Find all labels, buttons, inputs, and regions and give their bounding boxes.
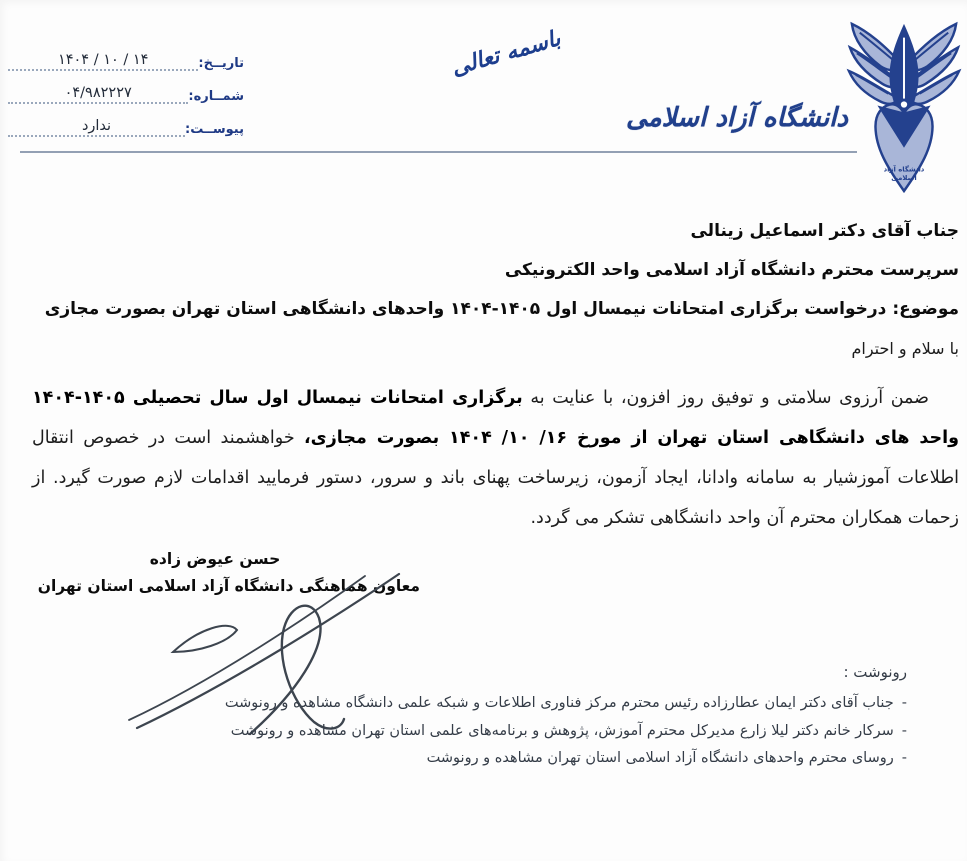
date-value: ۱۴ / ۱۰ / ۱۴۰۴ bbox=[57, 52, 149, 68]
recipient-block bbox=[30, 212, 959, 368]
number-label: شمــاره: bbox=[188, 89, 244, 104]
attachment-value: ندارد bbox=[81, 118, 112, 134]
cc-bullet: - bbox=[901, 750, 907, 766]
cc-item-text: جناب آقای دکتر ایمان عطارزاده رئیس محترم مرکز فناوری اطلاعات و شبکه علمی دانشگاه مشاهده و رونوشت bbox=[224, 695, 894, 711]
recipient-name: جناب آقای دکتر اسماعیل زینالی bbox=[690, 221, 959, 241]
number-row bbox=[8, 71, 246, 104]
body-text-regular-2: خواهشمند است در خصوص انتقال اطلاعات آموزشیار به سامانه وادانا، ایجاد آزمون، زیرساخت پهنای باند و سرور، دستور فرمایید اقدامات لازم صورت گیرد. از زحمات همکاران محترم آن واحد دانشگاهی تشکر می گردد. bbox=[32, 427, 959, 528]
university-name-calligraphy: دانشگاه آزاد اسلامی bbox=[626, 103, 848, 133]
cc-block bbox=[120, 663, 907, 773]
cc-item-3 bbox=[120, 745, 907, 773]
date-label: تاریــخ: bbox=[198, 56, 244, 71]
number-value: ۰۴/۹۸۲۲۲۷ bbox=[64, 85, 132, 101]
logo-caption-text2: اسلامی bbox=[891, 174, 917, 183]
letter-body-paragraph bbox=[32, 378, 959, 538]
cc-item-text: سرکار خانم دکتر لیلا زارع مدیرکل محترم آموزش، پژوهش و برنامه‌های علمی استان تهران مشاهده و رونوشت bbox=[230, 722, 894, 739]
attachment-row bbox=[8, 104, 246, 137]
signer-name: حسن عیوض زاده bbox=[149, 550, 281, 568]
letterhead-meta bbox=[8, 38, 246, 137]
cc-bullet: - bbox=[901, 695, 907, 711]
attachment-dotted-line bbox=[8, 115, 185, 137]
signature-block bbox=[37, 550, 420, 595]
cc-item-text: روسای محترم واحدهای دانشگاه آزاد اسلامی استان تهران مشاهده و رونوشت bbox=[426, 750, 894, 766]
iau-logo-icon bbox=[845, 10, 963, 197]
recipient-title: سرپرست محترم دانشگاه آزاد اسلامی واحد الکترونیکی bbox=[504, 260, 959, 280]
salutation: با سلام و احترام bbox=[851, 339, 959, 358]
body-text-bold: برگزاری امتحانات نیمسال اول سال تحصیلی ۱۴۰۵-۱۴۰۴ واحد های دانشگاهی استان تهران از مورخ ۱۶/ ۱۰/ ۱۴۰۴ بصورت مجازی، bbox=[32, 387, 960, 448]
signer-title: معاون هماهنگی دانشگاه آزاد اسلامی استان تهران bbox=[37, 577, 420, 595]
attachment-label: پیوســت: bbox=[185, 122, 244, 137]
number-dotted-line bbox=[8, 82, 188, 104]
cc-bullet: - bbox=[901, 722, 907, 739]
cc-item-2 bbox=[120, 718, 907, 746]
cc-item-1 bbox=[120, 690, 907, 718]
cc-label: رونوشت : bbox=[843, 663, 907, 681]
subject-line: موضوع: درخواست برگزاری امتحانات نیمسال اول ۱۴۰۵-۱۴۰۴ واحدهای دانشگاهی استان تهران بصورت مجازی bbox=[44, 299, 959, 319]
date-dotted-line bbox=[8, 49, 198, 71]
logo-arch bbox=[875, 104, 932, 191]
header-divider bbox=[20, 151, 857, 153]
date-row bbox=[8, 38, 246, 71]
body-text-regular-1: ضمن آرزوی سلامتی و توفیق روز افزون، با عنایت به bbox=[522, 387, 929, 408]
basmala-calligraphy: باسمه تعالی bbox=[448, 26, 564, 82]
logo-caption-text: دانشگاه آزاد bbox=[883, 165, 925, 174]
